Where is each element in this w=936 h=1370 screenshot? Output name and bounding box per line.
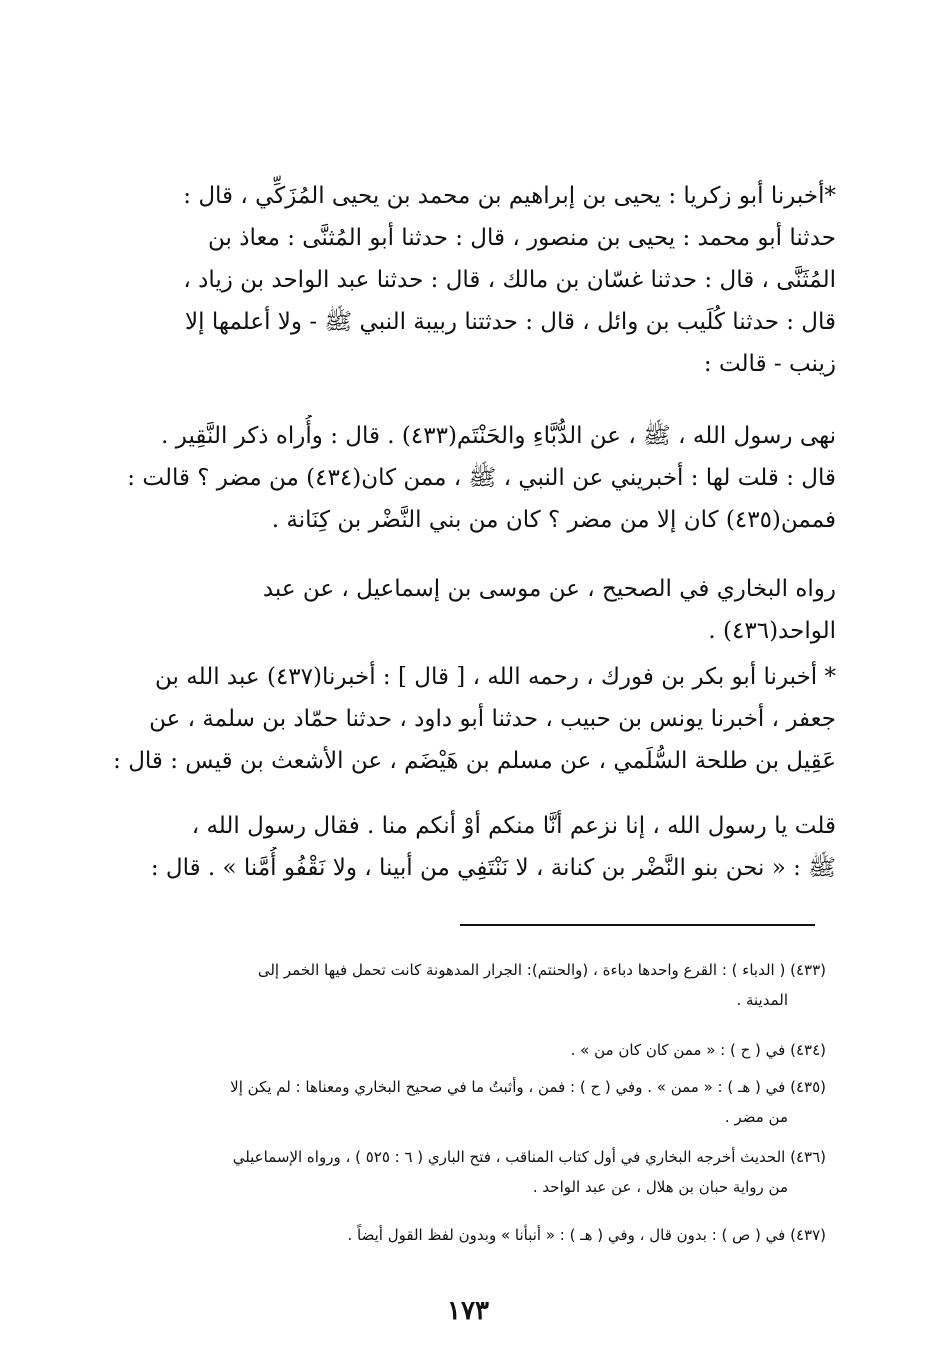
- footnote-line: (٤٣٣) ( الدباء ) : القرع واحدها دباءة ، (والحنتم): الجرار المدهونة كانت تحمل فيها الخمر إلى: [257, 961, 826, 979]
- paragraph-matn-1: [88, 415, 836, 541]
- footnote-line: من مضر .: [724, 1108, 788, 1126]
- text-line: جعفر ، أخبرنا يونس بن حبيب ، حدثنا أبو داود ، حدثنا حمّاد بن سلمة ، عن: [149, 706, 836, 732]
- text-line: فممن(٤٣٥) كان إلا من مضر ؟ كان من بني النَّضْر بن كِنَانة .: [271, 507, 836, 533]
- footnote-line: المدينة .: [736, 991, 788, 1009]
- text-line: قال : حدثنا كُلَيب بن وائل ، قال : حدثتنا ربيبة النبي ﷺ - ولا أعلمها إلا: [185, 309, 836, 335]
- footnote-separator: [460, 924, 815, 926]
- paragraph-takhrij: [88, 568, 836, 652]
- text-line: حدثنا أبو محمد : يحيى بن منصور ، قال : حدثنا أبو المُثنَّى : معاذ بن: [208, 225, 836, 251]
- footnote-line: من رواية حبان بن هلال ، عن عبد الواحد .: [532, 1178, 788, 1196]
- footnote-line: (٤٣٥) في ( هـ ) : « ممن » . وفي ( ح ) : فمن ، وأثبتُ ما في صحيح البخاري ومعناها : لم يكن إلا: [230, 1078, 826, 1096]
- text-line: عَقِيل بن طلحة السُّلَمي ، عن مسلم بن هَيْضَم ، عن الأشعث بن قيس : قال :: [113, 748, 836, 774]
- paragraph-isnad-2: [88, 656, 836, 782]
- footnote-line: (٤٣٤) في ( ح ) : « ممن كان كان من » .: [570, 1041, 826, 1059]
- text-line: قال : قلت لها : أخبريني عن النبي ، ﷺ ، ممن كان(٤٣٤) من مضر ؟ قالت :: [127, 465, 836, 491]
- text-line: *أخبرنا أبو زكريا : يحيى بن إبراهيم بن محمد بن يحيى المُزَكِّي ، قال :: [183, 183, 836, 209]
- text-line: نهى رسول الله ، ﷺ ، عن الدُّبَّاءِ والحَنْتَم(٤٣٣) . قال : وأُراه ذكر النَّقِير .: [161, 423, 836, 449]
- paragraph-isnad-1: [88, 175, 836, 385]
- text-line: المُثَنَّى ، قال : حدثنا غسّان بن مالك ، قال : حدثنا عبد الواحد بن زياد ،: [183, 267, 836, 293]
- footnote-434: [95, 1035, 826, 1065]
- footnote-line: (٤٣٦) الحديث أخرجه البخاري في أول كتاب المناقب ، فتح الباري ( ٦ : ٥٢٥ ) ، ورواه الإسماعيلي: [232, 1148, 826, 1166]
- footnote-437: [95, 1220, 826, 1250]
- footnote-436: [95, 1142, 826, 1202]
- text-line: رواه البخاري في الصحيح ، عن موسى بن إسماعيل ، عن عبد: [262, 576, 836, 602]
- text-line: ﷺ : « نحن بنو النَّضْر بن كنانة ، لا نَنْتَفِي من أبينا ، ولا نَقْفُو أُمَّنا » . قال :: [150, 855, 836, 881]
- text-line: زينب - قالت :: [703, 351, 836, 377]
- page-number: ١٧٣: [447, 1296, 489, 1326]
- text-line: قلت يا رسول الله ، إنا نزعم أنَّا منكم أوْ أنكم منا . فقال رسول الله ،: [191, 813, 836, 839]
- footnote-line: (٤٣٧) في ( ص ) : بدون قال ، وفي ( هـ ) : « أنبأنا » وبدون لفظ القول أيضاً .: [347, 1226, 826, 1244]
- paragraph-matn-2: [88, 805, 836, 889]
- footnote-435: [95, 1072, 826, 1132]
- text-line: الواحد(٤٣٦) .: [708, 618, 836, 644]
- footnote-433: [95, 955, 826, 1015]
- text-line: * أخبرنا أبو بكر بن فورك ، رحمه الله ، [ قال ] : أخبرنا(٤٣٧) عبد الله بن: [155, 664, 836, 690]
